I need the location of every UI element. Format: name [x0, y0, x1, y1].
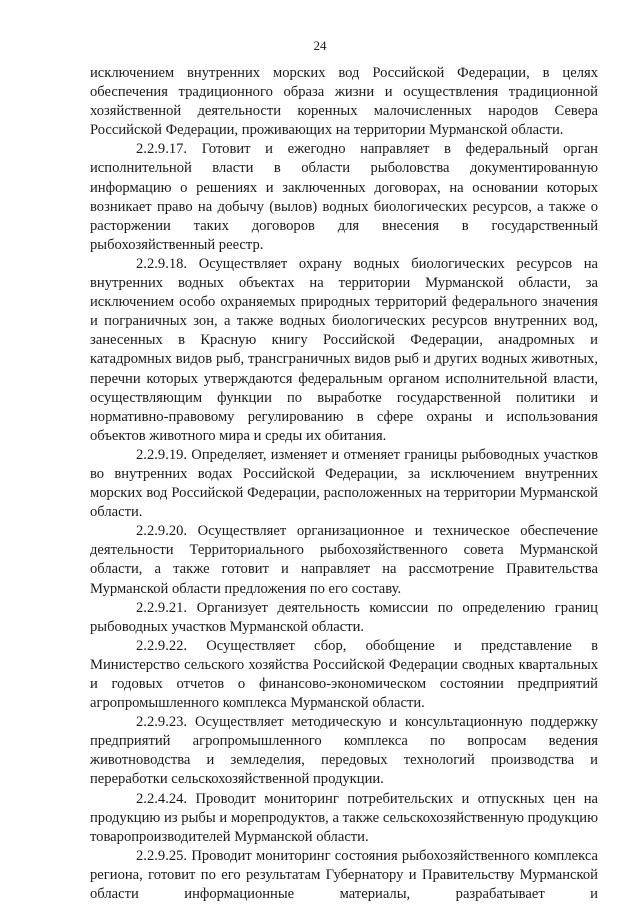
paragraph-2-2-9-21: 2.2.9.21. Организует деятельность комиссии по определению границ рыбоводных участков Мурманской области. — [90, 599, 598, 635]
paragraph-2-2-9-22: 2.2.9.22. Осуществляет сбор, обобщение и представление в Министерство сельского хозяйства Российской Федерации сводных квартальных и годовых отчетов о финансово-экономическом состоянии предприятий агропромышленного комплекса Мурманской области. — [90, 637, 598, 712]
page-number: 24 — [313, 38, 327, 53]
paragraph-2-2-9-23: 2.2.9.23. Осуществляет методическую и консультационную поддержку предприятий агропромышленного комплекса по вопросам ведения животноводства и земледелия, передовых технологий производства и переработки сельскохозяйственной продукции. — [90, 714, 598, 788]
paragraph-2-2-9-19: 2.2.9.19. Определяет, изменяет и отменяет границы рыбоводных участков во внутренних водах Российской Федерации, за исключением внутренних морских вод Российской Федерации, расположенных на территории Мурманской области. — [90, 446, 598, 521]
paragraph-continuation: исключением внутренних морских вод Российской Федерации, в целях обеспечения традиционного образа жизни и осуществления традиционной хозяйственной деятельности коренных малочисленных народов Севера Российской Федерации, проживающих на территории Мурманской области. — [90, 65, 598, 139]
paragraph-2-2-9-20: 2.2.9.20. Осуществляет организационное и техническое обеспечение деятельности Территориального рыбохозяйственного совета Мурманской области, а также готовит и направляет на рассмотрение Правительства Мурманской области предложения по его составу. — [90, 523, 598, 597]
paragraph-2-2-9-18: 2.2.9.18. Осуществляет охрану водных биологических ресурсов на внутренних водных объектах на территории Мурманской области, за исключением особо охраняемых природных территорий федерального значения и пограничных зон, а также водных биологических ресурсов внутренних вод, занесенных в Красную книгу Российской Федерации, анадромных и катадромных видов рыб, трансграничных видов рыб и других водных животных, перечни которых утверждаются федеральным органом исполнительной власти, осуществляющим функции по выработке государственной политики и нормативно-правовому регулированию в сфере охраны и использования объектов животного мира и среды их обитания. — [90, 255, 598, 444]
paragraph-2-2-9-25: 2.2.9.25. Проводит мониторинг состояния рыбохозяйственного комплекса региона, готовит по его результатам Губернатору и Правительству Мурманской области информационные материалы, разрабатывает и — [90, 847, 598, 903]
document-body — [90, 64, 598, 904]
paragraph-2-2-9-17: 2.2.9.17. Готовит и ежегодно направляет в федеральный орган исполнительной власти в области рыболовства документированную информацию о решениях и заключенных договорах, на основании которых возникает право на добычу (вылов) водных биологических ресурсов, а также о расторжении таких договоров для внесения в государственный рыбохозяйственный реестр. — [90, 141, 598, 253]
paragraph-2-2-4-24: 2.2.4.24. Проводит мониторинг потребительских и отпускных цен на продукцию из рыбы и морепродуктов, а также сельскохозяйственную продукцию товаропроизводителей Мурманской области. — [90, 790, 598, 845]
